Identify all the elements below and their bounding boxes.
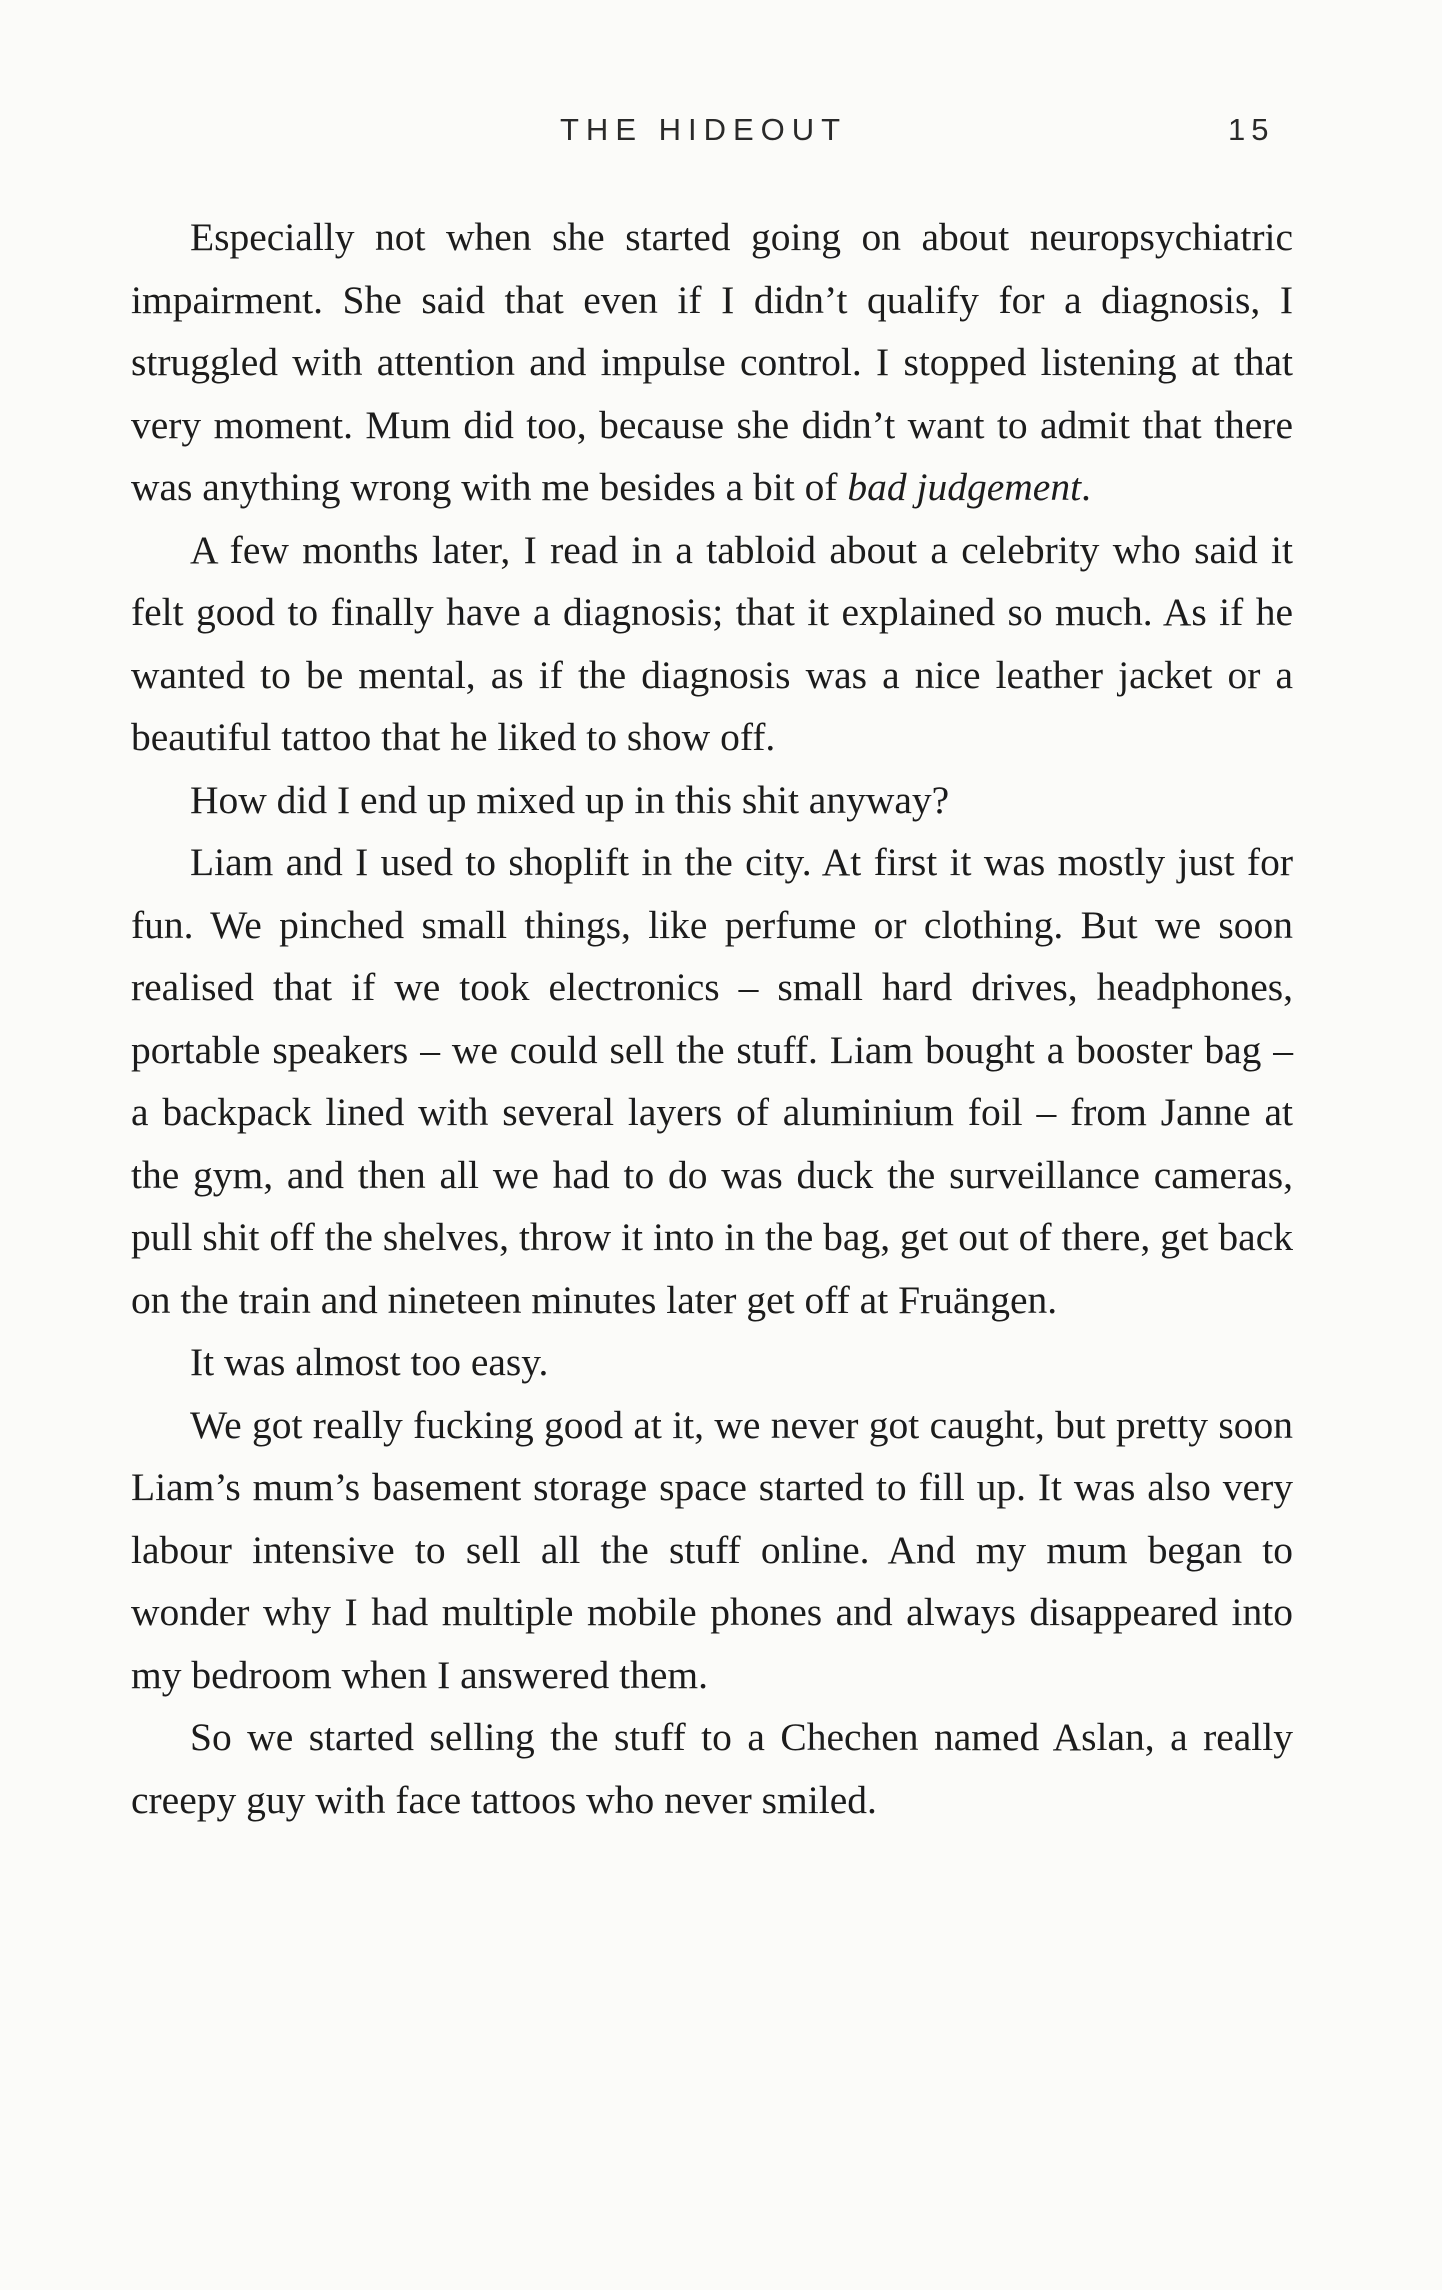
italic-phrase: bad judgement — [847, 465, 1082, 509]
paragraph: A few months later, I read in a tabloid about a celebrity who said it felt good to finally have a diagnosis; that it explained so much. As if he wanted to be mental, as if the diagnosis was a nice leather jacket or a beautiful tattoo that he liked to show off. — [131, 527, 1293, 759]
body-text — [131, 206, 1293, 1831]
paragraph: Liam and I used to shoplift in the city. At first it was mostly just for fun. We pinched small things, like perfume or clothing. But we soon realised that if we took electronics – small hard drives, headphones, portable speakers – we could sell the stuff. Liam bought a booster bag – a backpack lined with several layers of aluminium foil – from Janne at the gym, and then all we had to do was duck the surveillance cameras, pull shit off the shelves, throw it into in the bag, get out of there, get back on the train and nineteen minutes later get off at Fruängen. — [131, 840, 1293, 1322]
paragraph: So we started selling the stuff to a Chechen named Aslan, a really creepy guy with face tattoos who never smiled. — [131, 1715, 1293, 1822]
page-number: 15 — [1228, 112, 1275, 147]
running-title: THE HIDEOUT — [560, 112, 848, 147]
paragraph-end: . — [1081, 465, 1091, 509]
paragraph: How did I end up mixed up in this shit anyway? — [190, 777, 950, 822]
paragraph: We got really fucking good at it, we never got caught, but pretty soon Liam’s mum’s basement storage space started to fill up. It was also very labour intensive to sell all the stuff online. And my mum began to wonder why I had multiple mobile phones and always disappeared into my bedroom when I answered them. — [131, 1402, 1293, 1697]
paragraph — [131, 206, 1293, 519]
paragraph-text: Especially not when she started going on about neuropsychiatric impairment. She said that even if I didn’t qualify for a diagnosis, I struggled with attention and impulse control. I stopped listening at that very moment. Mum did too, because she didn’t want to admit that there was anything wrong with me besides a bit of — [131, 215, 1293, 509]
running-head — [0, 112, 1442, 162]
paragraph: It was almost too easy. — [190, 1340, 549, 1384]
